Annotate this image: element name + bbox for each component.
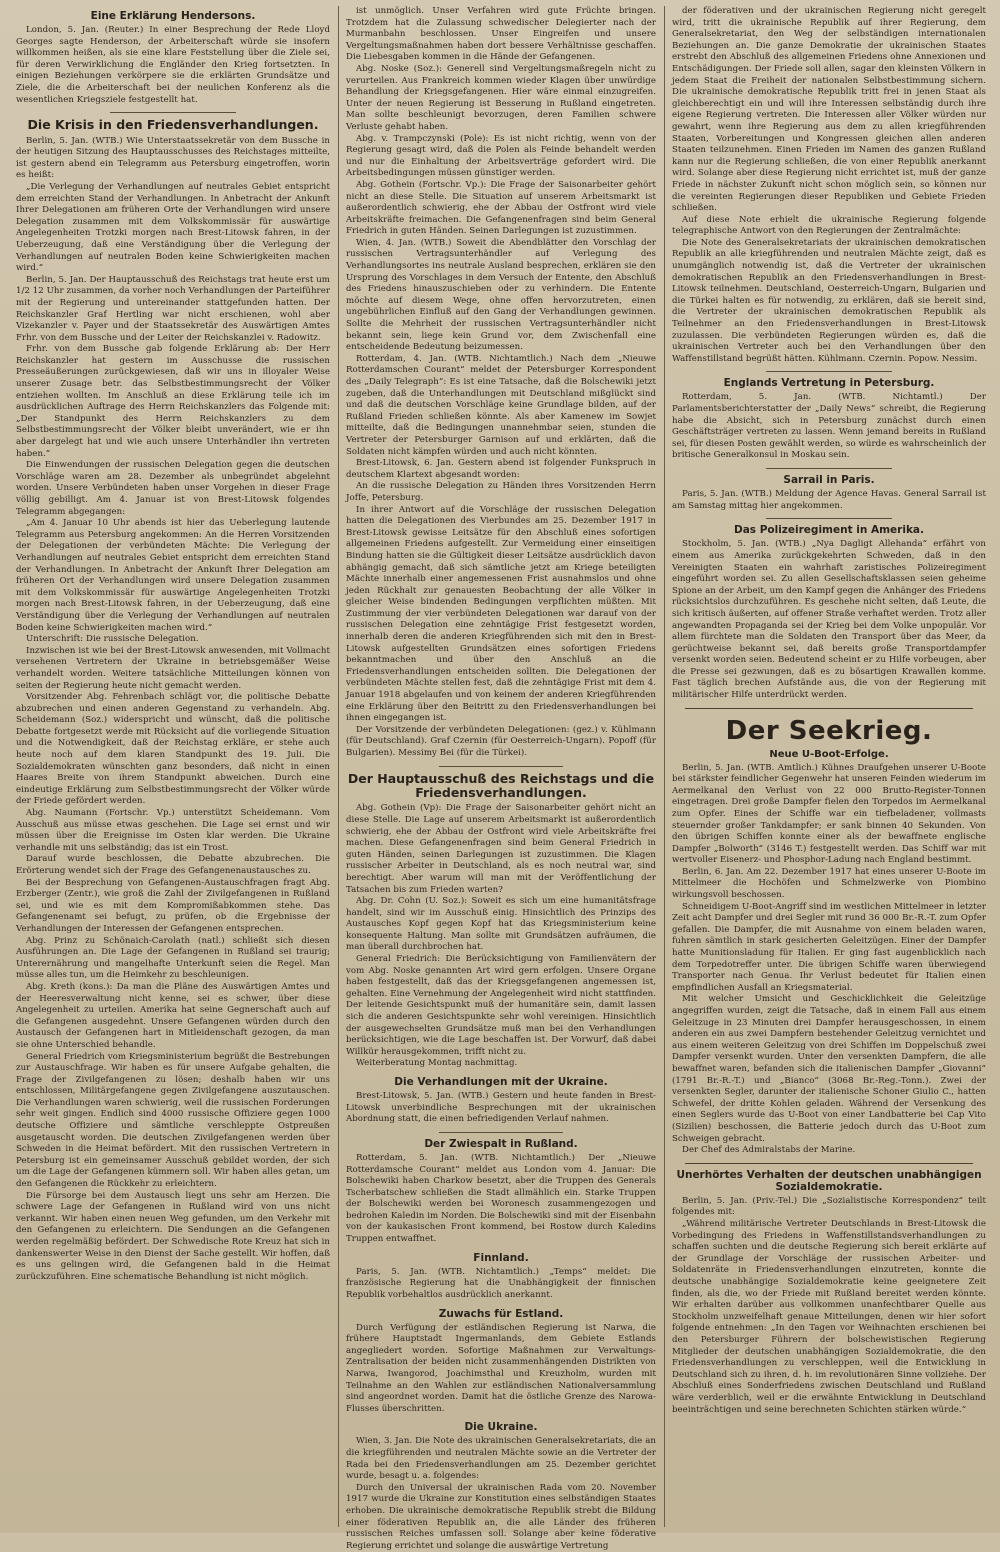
paragraph: Die Fürsorge bei dem Austausch liegt uns sehr am Herzen. Die schwere Lage der Gefangenen in Rußland wird von uns nicht verkannt. Wir haben einen neuen Weg gefunden, um den Verkehr mit den Gefangenen zu erleichtern. Die Sendungen an die Gefangenen werden regelmäßig befördert. Der Schwedische Rote Kreuz hat sich in dankenswerter Weise in den Dienst der Sache gestellt. Wir hoffen, daß es uns gelingen wird, die Gefangenen bald in die Heimat zurückzuführen. Eine schematische Behandlung ist nicht möglich.	[16, 1190, 330, 1282]
paragraph: Berlin, 5. Jan. (Priv.-Tel.) Die „Sozialistische Korrespondenz“ teilt folgendes mit:	[672, 1195, 986, 1218]
paragraph: Die Einwendungen der russischen Delegation gegen die deutschen Vorschläge waren am 28. Dezember als unbegründet abgelehnt worden. Unsere Verbündeten haben unser Vorgehen in dieser Frage völlig gebilligt. Am 4. Januar ist von Brest-Litowsk folgendes Telegramm abgegangen:	[16, 460, 330, 517]
separator	[685, 708, 974, 709]
article-hauptausschuss	[346, 772, 656, 1070]
article-sarrail	[672, 474, 986, 512]
column-rule	[664, 6, 665, 1527]
paragraph: Abg. Dr. Cohn (U. Soz.): Soweit es sich um eine humanitätsfrage handelt, sind wir im Ausschuß einig. Hinsichtlich des Prinzips des Austausches Kopf gegen Kopf hat das Kriegsministerium keine konsequente Haltung. Man sollte mit Grundsätzen aufräumen, die man überall durchbrochen hat.	[346, 896, 656, 953]
paragraph: Wien, 3. Jan. Die Note des ukrainischen Generalsekretariats, die an die kriegführenden und neutralen Mächte sowie an die Vertreter der Rada bei den Friedensverhandlungen am 25. Dezember gerichtet wurde, besagt u. a. folgendes:	[346, 1436, 656, 1482]
paragraph: Berlin, 5. Jan. Der Hauptausschuß des Reichstags trat heute erst um 1/2 12 Uhr zusammen, da vorher noch Verhandlungen der Parteiführer mit der Regierung und untereinander stattgefunden hatten. Der Reichskanzler Graf Hertling war nicht erschienen, wohl aber Vizekanzler v. Payer und der Staatssekretär des Auswärtigen Amtes Frhr. von dem Bussche und der Leiter der Reichskanzlei v. Radowitz.	[16, 274, 330, 343]
paragraph: Wien, 4. Jan. (WTB.) Soweit die Abendblätter den Vorschlag der russischen Vertragsunterhändler auf Verlegung des Verhandlungsortes ins neutrale Ausland besprechen, erklären sie den Ursprung des Vorschlages in dem Versuch der Entente, den Abschluß des Friedens hinauszuschieben oder zu verhindern. Die Entente möchte auf diesem Wege, ohne offen hervorzutreten, einen ungebührlichen Einfluß auf den Gang der Verhandlungen gewinnen. Sollte die Mehrheit der russischen Vertragsunterhändler nicht bekannt sein, liege kein Grund vor, dem Zwischenfall eine entscheidende Bedeutung beizumessen.	[346, 237, 656, 353]
paragraph: Brest-Litowsk, 6. Jan. Gestern abend ist folgender Funkspruch in deutschem Klartext abgesandt worden:	[346, 458, 656, 480]
paragraph: Rotterdam, 5. Jan. (WTB. Nichtamtl.) Der Parlamentsberichterstatter der „Daily News“ schreibt, die Regierung habe die Absicht, sich in Petersburg zunächst durch einen Geschäftsträger vertreten zu lassen. Wenn jemand bereits in Rußland sei, für diesen Posten gewählt werden, so würde es wahrscheinlich der britische Generalkonsul in Moskau sein.	[672, 392, 986, 461]
paragraph: Abg. Noske (Soz.): Generell sind Vergeltungsmaßregeln nicht zu verurteilen. Aus Frankreich kommen wieder Klagen über unwürdige Behandlung der Kriegsgefangenen. Hier wäre einmal einzugreifen. Unter der neuen Regierung ist Besserung in Rußland eingetreten. Man sollte beschleunigt bevorzugen, deren Familien schwere Verluste gehabt haben.	[346, 63, 656, 132]
paragraph: Abg. Gothein (Fortschr. Vp.): Die Frage der Saisonarbeiter gehört nicht an diese Stelle. Die Situation auf unserem Arbeitsmarkt ist außerordentlich schwierig, ehe der Abbau der Ostfront wird viele Arbeitskräfte freimachen. Die Gefangenenfragen sind beim General Friedrich in guten Händen. Seinen Darlegungen ist zuzustimmen.	[346, 179, 656, 237]
headline: Englands Vertretung in Petersburg.	[723, 377, 935, 390]
paragraph: Berlin, 5. Jan. (WTB.) Wie Unterstaatssekretär von dem Bussche in der heutigen Sitzung des Hauptausschusses des Reichstages mitteilte, ist gestern abend ein Telegramm aus Petersburg eingetroffen, worin es heißt:	[16, 135, 330, 181]
separator	[766, 518, 892, 519]
column-3	[668, 6, 990, 1527]
paragraph: Paris, 5. Jan. (WTB. Nichtamtlich.) „Temps“ meldet: Die französische Regierung hat die Unabhängigkeit der finnischen Republik vorbehaltlos ausdrücklich anerkannt.	[346, 1266, 656, 1300]
headline: Die Ukraine.	[464, 1421, 538, 1434]
paragraph: Abg. Kreth (kons.): Da man die Pläne des Auswärtigen Amtes und der Heeresverwaltung nicht kenne, sei es schwer, über diese Angelegenheit zu urteilen. Amerika hat seine Gegnerschaft auch auf die Gefangenen ausgedehnt. Unsere Gefangenen würden durch den Austausch der Gefangenen hart in Mitleidenschaft gezogen, da man sie ohne Unterschied behandle.	[16, 981, 330, 1050]
paragraph: Abg. Prinz zu Schönaich-Carolath (natl.) schließt sich diesen Ausführungen an. Die Lage der Gefangenen in Rußland sei traurig; Unterernährung und mangelhafte Unterkunft seien die Regel. Man müsse alles tun, um die Heimkehr zu beschleunigen.	[16, 935, 330, 981]
paragraph: Durch den Universal der ukrainischen Rada vom 20. November 1917 wurde die Ukraine zur Konstitution eines selbständigen Staates erhoben. Die ukrainische demokratische Republik strebt die Bildung einer föderativen Republik an, die alle Länder des früheren russischen Reiches umfassen soll. Solange aber keine föderative Regierung errichtet und solange die auswärtige Vertretung	[346, 1482, 656, 1551]
article-henderson	[16, 10, 330, 106]
separator	[685, 1163, 974, 1164]
paragraph: Weiterberatung Montag nachmittag.	[356, 1058, 518, 1069]
paragraph: „Die Verlegung der Verhandlungen auf neutrales Gebiet entspricht dem erreichten Stand der Verhandlungen. In Anbetracht der Ankunft Ihrer Delegationen am früheren Orte der Verhandlungen wird unsere Delegation zusammen mit dem Volkskommissär für auswärtige Angelegenheiten Trotzki morgen nach Brest-Litowsk fahren, in der Ueberzeugung, daß eine Verständigung über die Verlegung der Verhandlungen auf neutralen Boden keine Schwierigkeiten machen wird.“	[16, 181, 330, 274]
article-england-petersburg	[672, 377, 986, 462]
headline: Der Zwiespalt in Rußland.	[424, 1137, 578, 1150]
article-finnland	[346, 1252, 656, 1302]
article-zwiespalt	[346, 1138, 656, 1246]
paragraph: Berlin, 6. Jan. Am 22. Dezember 1917 hat eines unserer U-Boote im Mittelmeer die Hochöfen und Schmelzwerke von Piombino wirkungsvoll beschossen.	[672, 866, 986, 901]
headline: Die Verhandlungen mit der Ukraine.	[394, 1076, 608, 1088]
separator	[110, 112, 236, 113]
headline: Eine Erklärung Hendersons.	[90, 10, 256, 22]
paragraph: Abg. Naumann (Fortschr. Vp.) unterstützt Scheidemann. Vom Ausschuß aus müsse etwas geschehen. Die Lage sei ernst und wir müssen über die Ereignisse im Osten klar werden. Die Ukraine verhandle mit uns selbständig; das ist ein Trost.	[16, 808, 330, 853]
paragraph: Berlin, 5. Jan. (WTB. Amtlich.) Kühnes Draufgehen unserer U-Boote bei stärkster feindlicher Gegenwehr hat unseren Feinden wiederum im Aermelkanal den Verlust von 22 000 Brutto-Register-Tonnen eingetragen. Drei große Dampfer fielen den Torpedos im Aermelkanal zum Opfer. Eines der Schiffe war ein tiefbeladener, vollmasts steuernder großer Tankdampfer; er sank binnen 40 Sekunden. Von den übrigen Schiffen konnte einer als der bewaffnete englische Dampfer „Bolworth“ (3146 T.) festgestellt werden. Das Schiff war mit wertvoller Eisenerz- und Phosphor-Ladung nach England bestimmt.	[672, 762, 986, 866]
paragraph: ist unmöglich. Unser Verfahren wird gute Früchte bringen. Trotzdem hat die Zulassung schwedischer Delegierter nach der Murmanbahn beschlossen. Unser Eingreifen und unsere Vergeltungsmaßnahmen haben dort bessere Verhältnisse geschaffen. Die Liebesgaben kommen in die Hände der Gefangenen.	[346, 6, 656, 63]
separator	[439, 766, 563, 767]
paragraph: Paris, 5. Jan. (WTB.) Meldung der Agence Havas. General Sarrail ist am Samstag mittag hier angekommen.	[672, 489, 986, 511]
article-krisis	[16, 118, 330, 1283]
paragraph: General Friedrich: Die Berücksichtigung von Familienvätern der vom Abg. Noske genannten Art wird gern erfolgen. Unsere Organe haben festgestellt, daß das der Kriegsgefangenen angemessen ist, gehalten. Eine Vernehmung der Angelegenheit wird nicht stattfinden. Der leitende Gesichtspunkt muß der humanitäre sein, damit lassen sich die anderen Gesichtspunkte sehr wohl vereinigen. Hinsichtlich der ausgewechselten Grundsätze muß man bei den Verhandlungen berücksichtigen, wie die Lage beschaffen ist. Der Vorwurf, daß dabei Willkür herausgekommen, trifft nicht zu.	[346, 954, 656, 1057]
article-polizeiregiment	[672, 524, 986, 701]
paragraph: Abg. v. Trampczynski (Pole): Es ist nicht richtig, wenn von der Regierung gesagt wird, daß die Polen als Feinde behandelt werden und nur die Einhaltung der Arbeitsverträge gefordert wird. Die Arbeitsbedingungen müssen günstiger werden.	[346, 133, 656, 179]
headline: Finnland.	[473, 1251, 529, 1264]
separator	[766, 468, 892, 469]
paragraph: der föderativen und der ukrainischen Regierung nicht geregelt wird, tritt die ukrainische Republik auf ihrer Regierung, dem Generalsekretariat, den Weg der selbständigen internationalen Beziehungen an. Die ganze Demokratie der ukrainischen Staates erstrebt den Abschluß des allgemeinen Friedens ohne Annexionen und Entschädigungen. Der Friede soll allen, sagar den kleinsten Völkern in jedem Staat die Freiheit der nationalen Selbstbestimmung sichern. Die ukrainische demokratische Republik tritt frei in jenen Staat als gleichberechtigt ein und will ihre Interessen selbständig durch ihre eigene Regierung vertreten. Die Interessen aller Völker würden nur gewahrt, wenn ihre Regierung aus dem zu allen kriegführenden Staaten, Vorbereitungen und Kongressen gleichen allen anderen Staaten teilzunehmen. Einen Frieden im Namen des ganzen Rußland kann nur die Regierung schließen, die von einer Republik anerkannt wird. Solange aber diese Regierung nicht errichtet ist, muß der ganze Friede in nächster Zukunft nicht schon möglich sein, so können nur die vereinten Regierungen dieser Republiken und Gebiete Frieden schließen.	[672, 6, 986, 214]
separator	[766, 371, 892, 372]
paragraph: An die russische Delegation zu Händen ihres Vorsitzenden Herrn Joffe, Petersburg.	[346, 481, 656, 503]
paragraph: „Während militärische Vertreter Deutschlands in Brest-Litowsk die Vorbedingung des Friedens in Waffenstillstandsverhandlungen zu schaffen suchten und die deutsche Regierung sich bereit erklärte auf der Grundlage der Vorschläge der russischen Arbeiter- und Soldatenräte in Friedensverhandlungen einzutreten, konnte die deutsche unabhängige Sozialdemokratie keine geeignetere Zeit finden, als die, wo der Friede mit Rußland bereitet werden könnte. Wir erhalten darüber aus vollkommen unanfechtbarer Quelle aus Stockholm unzweifelhaft genaue Mitteilungen, denen wir hier sofort folgende entnehmen: „In den Tagen vor Weihnachten erschienen bei den Petersburger Führern der bolschewistischen Regierung Mitglieder der deutschen unabhängigen Sozialdemokratie, die den Friedensverhandlungen zu verschleppen, weil die Entwicklung in Deutschland sich zu ihren, d. h. im revolutionären Sinne vollziehe. Der Abschluß eines Sonderfriedens zwischen Deutschland und Rußland wäre verderblich, weil er die erwähnte Entwicklung in Deutschland beeinträchtigen und seine berechneten Schichten stärken würde.“	[672, 1219, 986, 1415]
column-2	[342, 6, 660, 1551]
paragraph: Rotterdam, 4. Jan. (WTB. Nichtamtlich.) Nach dem „Nieuwe Rotterdamschen Courant“ meldet der Petersburger Korrespondent des „Daily Telegraph“: Es ist eine Tatsache, daß die Bolschewiki jetzt zugeben, daß die Unterhandlungen mit Deutschland mißglückt sind und daß die deutschen Vorschläge keine Grundlage bilden, auf der Rußland Frieden schließen könnte. Als aber Kamenew im Sowjet mitteilte, daß die Bedingungen unannehmbar seien, stunden die Vertreter der Petersburger Garnison auf und erklärten, daß die Soldaten nicht kämpfen würden und auch nicht könnten.	[346, 353, 656, 457]
headline: Der Seekrieg.	[725, 715, 933, 746]
paragraph: Stockholm, 5. Jan. (WTB.) „Nya Dagligt Allehanda“ erfährt von einem aus Amerika zurückgekehrten Schweden, daß in den Vereinigten Staaten ein wahrhaft zaristisches Polizeiregiment eingeführt worden sei. Zu allen Gesellschaftsklassen seien geheime Spione an der Arbeit, um den Kampf gegen die Anhänger des Friedens rücksichtslos durchzuführen. Es geschehe nicht selten, daß Leute, die sich kritisch äußerten, auf offener Straße verhaftet werden. Trotz aller angewandten Propaganda sei der Krieg bei dem Volke unpopulär. Vor allem fürchtete man die Soldaten den Transport über das Meer, da gerüchtweise bekannt sei, daß bereits große Transportdampfer versenkt worden seien. Bedeutend scheint er zu Hilfe vorbeugen, aber die Presse sei gezwungen, daß es zu bösartigen Krawallen komme. Fast täglich brechen Aufstände aus, die von der Regierung mit militärischer Hilfe unterdrückt werden.	[672, 539, 986, 701]
paragraph: Schneidigem U-Boot-Angriff sind im westlichen Mittelmeer in letzter Zeit acht Dampfer und drei Segler mit rund 36 000 Br.-R.-T. zum Opfer gefallen. Die Dampfer, die mit Ausnahme von einem beladen waren, fuhren sämtlich in stark gesicherten Geleitzügen. Einer der Dampfer hatte Munitionsladung für Italien. Er ging fast augenblicklich nach dem Torpedotreffer unter. Die übrigen Schiffe waren überwiegend Transporter nach Genua. Ihr Verlust bedeutet für Italien einen empfindlichen Ausfall an Kriegsmaterial.	[672, 901, 986, 993]
paragraph: Vorsitzender Abg. Fehrenbach schlägt vor, die politische Debatte abzubrechen und einen anderen Gegenstand zu verhandeln. Abg. Scheidemann (Soz.) widerspricht und wünscht, daß die politische Debatte fortgesetzt werde mit Rücksicht auf die vorliegende Situation und die Notwendigkeit, daß der Reichstag erkläre, er stehe auch heute noch auf dem klaren Standpunkt des 19. Juli. Die Sozialdemokraten wünschten ganz besonders, daß nicht in einen Haares Breite von ihrem Standpunkt abweichen. Durch eine eindeutige Erklärung zum Selbstbestimmungsrecht der Völker würde der Friede gefördert werden.	[16, 692, 330, 807]
paragraph: Bei der Besprechung von Gefangenen-Austauschfragen fragt Abg. Erzberger (Zentr.), wie groß die Zahl der Zivilgefangenen in Rußland sei, und wie es mit dem Kompromißabkommen stehe. Das Gefangenenamt sei befugt, zu prüfen, ob die Ergebnisse der Verhandlungen der Interessen der Gefangenen entsprechen.	[16, 877, 330, 934]
paragraph: Durch Verfügung der estländischen Regierung ist Narwa, die frühere Hauptstadt Ingermanlands, dem Gebiete Estlands angegliedert worden. Sofortige Maßnahmen zur Verwaltungs-Zentralisation der beiden nicht zusammenhängenden Distrikten von Narwa, Iwangorod, Joachimsthal und Kreuzholm, wurden mit Teilnahme an den Wahlen zur estländischen Nationalversammlung sind angeordnet worden. Damit hat die östliche Grenze des Narowa-Flusses überschritten.	[346, 1322, 656, 1414]
paragraph: Brest-Litowsk, 5. Jan. (WTB.) Gestern und heute fanden in Brest-Litowsk unverbindliche Besprechungen mit der ukrainischen Abordnung statt, die einen befriedigenden Verlauf nahmen.	[346, 1091, 656, 1125]
paragraph: Der Vorsitzende der verbündeten Delegationen: (gez.) v. Kühlmann (für Deutschland). Graf Czernin (für Oesterreich-Ungarn). Popoff (für Bulgarien). Messimy Bei (für die Türkei).	[346, 724, 656, 758]
paragraph: „Am 4. Januar 10 Uhr abends ist hier das Ueberlegung lautende Telegramm aus Petersburg angekommen: An die Herren Vorsitzenden der Delegationen der verbündeten Mächte: Die Verlegung der Verhandlungen auf neutrales Gebiet entspricht dem erreichten Stand der Verhandlungen. In Anbetracht der Ankunft Ihrer Delegation am früheren Ort der Verhandlungen wird unsere Delegation zusammen mit dem Volkskommissär für auswärtige Angelegenheiten Trotzki morgen nach Brest-Litowsk fahren, in der Ueberzeugung, daß eine Verständigung über die Verlegung der Verhandlungen auf neutralen Boden keine Schwierigkeiten machen wird.“	[16, 518, 330, 633]
paragraph: Rotterdam, 5. Jan. (WTB. Nichtamtlich.) Der „Nieuwe Rotterdamsche Courant“ meldet aus London vom 4. Januar: Die Bolschewiki haben Charkow besetzt, aber die Truppen des Generals Tscherbatschew schließen die Stadt allmählich ein. Starke Truppen der Bolschewiki werden bei Woronesch zusammengezogen und bedrohen Kaledin im Norden. Die Bolschewiki sind mit der Eisenbahn von der kaukasischen Front kommend, bei Rostow durch Kaledins Truppen entwaffnet.	[346, 1152, 656, 1245]
headline: Die Krisis in den Friedensverhandlungen.	[27, 117, 319, 133]
paragraph: Auf diese Note erhielt die ukrainische Regierung folgende telegraphische Antwort von den Regierungen der Zentralmächte:	[672, 214, 986, 237]
paragraph: General Friedrich vom Kriegsministerium begrüßt die Bestrebungen zur Austauschfrage. Wir haben es für unsere Aufgabe gehalten, die Frage der Zivilgefangenen zu lösen; deshalb haben wir uns entschlossen, Militärgefangene gegen Zivilgefangene auszutauschen. Die Verhandlungen waren schwierig, weil die russischen Forderungen sehr weit gingen. Endlich sind 4000 russische Offiziere gegen 1000 deutsche Offiziere und sämtliche verschleppte Ostpreußen ausgetauscht worden. Die deutschen Zivilgefangenen werden über Schweden in die Heimat befördert. Mit den russischen Vertretern in Petersburg ist ein gemeinsamer Ausschuß gebildet worden, der sich um die Lage der Gefangenen kümmern soll. Wir haben alles getan, um den Gefangenen die Rückkehr zu erleichtern.	[16, 1051, 330, 1190]
paragraph: Inzwischen ist wie bei der Brest-Litowsk anwesenden, mit Vollmacht versehenen Vertretern der Ukraine in betriebsgemäßer Weise verhandelt worden. Weitere tatsächliche Mitteilungen können von seiten der Regierung heute nicht gemacht werden.	[16, 645, 330, 691]
article-continuation	[346, 6, 656, 760]
separator	[439, 1132, 563, 1133]
article-seekrieg	[672, 717, 986, 1157]
paragraph: Die Note des Generalsekretariats der ukrainischen demokratischen Republik an alle kriegführenden und neutralen Mächte zeigt, daß es unumgänglich notwendig ist, daß die Vertreter der ukrainischen demokratischen Republik an den Friedensverhandlungen in Brest-Litowsk teilnehmen. Deutschland, Oesterreich-Ungarn, Bulgarien und die Türkei halten es für notwendig, zu erklären, daß sie bereit sind, die Vertreter der ukrainischen demokratischen Republik als Teilnehmer an den Friedensverhandlungen in Brest-Litowsk zuzulassen. Die verbündeten Regierungen würden es, daß die ukrainischen Vertreter auch bei den Verhandlungen über den Waffenstillstand begrüßt hätten. Kühlmann. Czernin. Popow. Nessim.	[672, 237, 986, 364]
paragraph: Unterschrift: Die russische Delegation.	[26, 634, 199, 645]
paragraph: In ihrer Antwort auf die Vorschläge der russischen Delegation hatten die Delegationen des Vierbundes am 25. Dezember 1917 in Brest-Litowsk gewisse Leitsätze für den Abschluß eines sofortigen allgemeinen Friedens aufgestellt. Zur Vermeidung einer einseitigen Bindung hatten sie die Gültigkeit dieser Leitsätze ausdrücklich davon abhängig gemacht, daß sich sämtliche jetzt am Kriege beteiligten Mächte innerhalb einer angemessenen Frist ausnahmslos und ohne jeden Rückhalt zur genauesten Beobachtung der alle Völker in gleicher Weise bindenden Bedingungen verpflichten müßten. Mit Zustimmung der vier verbündeten Delegationen war darauf von der russischen Delegation eine zehntägige Frist festgesetzt worden, innerhalb deren die anderen Kriegführenden sich mit den in Brest-Litowsk aufgestellten Grundsätzen eines sofortigen Friedens bekanntmachen und über den Anschluß an die Friedensverhandlungen entscheiden sollten. Die Delegationen der verbündeten Mächte stellen fest, daß die zehntägige Frist mit dem 4. Januar 1918 abgelaufen und von keinem der anderen Kriegführenden eine Erklärung über den Beitritt zu den Friedensverhandlungen bei ihnen eingegangen ist.	[346, 504, 656, 724]
headline: Unerhörtes Verhalten der deutschen unabhängigen Sozialdemokratie.	[676, 1168, 982, 1193]
paragraph: Der Chef des Admiralstabs der Marine.	[682, 1145, 856, 1156]
headline: Zuwachs für Estland.	[438, 1307, 564, 1320]
column-rule	[338, 6, 339, 1527]
paragraph: Mit welcher Umsicht und Geschicklichkeit die Geleitzüge angegriffen wurden, zeigt die Tatsache, daß in einem Fall aus einem Geleitzuge in 23 Minuten drei Dampfer herausgeschossen, in einem anderen ein aus zwei Dampfern bestehender Geleitzug vernichtet und aus einem weiteren Geleitzug von drei Schiffen im Doppelschuß zwei Dampfer versenkt wurden. Unter den versenkten Dampfern, die alle bewaffnet waren, befanden sich die italienischen Dampfer „Giovanni“ (1791 Br.-R.-T.) und „Bianco“ (3068 Br.-Reg.-Tonn.). Zwei der versenkten Segler, darunter der italienische Schoner Giulio C., hatten Schwefel, der dritte Kohlen geladen. Während der Versenkung des einen Seglers wurde das U-Boot von einer Landbatterie bei Cap Vito (Sizilien) beschossen, die Batterie jedoch durch das U-Boot zum Schweigen gebracht.	[672, 994, 986, 1144]
article-estland	[346, 1308, 656, 1416]
column-1	[12, 6, 334, 1527]
article-ukraine	[346, 1421, 656, 1552]
article-ukraine-continuation	[672, 6, 986, 365]
headline: Das Polizeiregiment in Amerika.	[733, 524, 925, 537]
headline: Sarrail in Paris.	[783, 474, 875, 487]
article-ukraine-verhandlungen	[346, 1076, 656, 1126]
subheading: Neue U-Boot-Erfolge.	[769, 748, 889, 760]
paragraph: Abg. Gothein (Vp): Die Frage der Saisonarbeiter gehört nicht an diese Stelle. Die Lage auf unserem Arbeitsmarkt ist außerordentlich schwierig, ehe der Abbau der Ostfront wird viele Arbeitskräfte frei machen. Diese Gefangenenfragen sind beim General Friedrich in guten Händen, seinen Darlegungen ist zuzustimmen. Die Klagen russischer Arbeiter in Deutschland, als es noch neutral war, sind berechtigt. Aber warum will man mit der Veröffentlichung der Tatsachen bis zum Frieden warten?	[346, 803, 656, 895]
article-sozialdemokratie	[672, 1169, 986, 1416]
headline: Der Hauptausschuß des Reichstags und die Friedensverhandlungen.	[347, 770, 655, 800]
paragraph: London, 5. Jan. (Reuter.) In einer Besprechung der Rede Lloyd Georges sagte Henderson, der Arbeiterschaft würde sie insofern willkommen heißen, als sie eine klare Feststellung über die Ziele sei, für deren Verwirklichung die Engländer den Krieg fortsetzten. In einigen Beziehungen verkörpere sie die erklärten Grundsätze und Ziele, die die Arbeiterschaft bei der neulichen Konferenz als die wesentlichen Kriegsziele festgestellt hat.	[16, 25, 330, 105]
paragraph: Frhr. von dem Bussche gab folgende Erklärung ab: Der Herr Reichskanzler hat gestern im Ausschusse die russischen Presseäußerungen zurückgewiesen, daß wir uns in illoyaler Weise unserer Zusage betr. das Selbstbestimmungsrecht der Völker entziehen wollten. Im Anschluß an diese Erklärung teile ich im ausdrücklichen Auftrage des Herrn Reichskanzlers das Folgende mit: „Der Standpunkt des Herrn Reichskanzlers zu dem Selbstbestimmungsrecht der Völker bleibt unverändert, wie er ihn aber dargelegt hat und wie auch unsere Unterhändler ihn vertreten haben.“	[16, 344, 330, 459]
paragraph: Darauf wurde beschlossen, die Debatte abzubrechen. Die Erörterung wendet sich der Frage des Gefangenenaustausches zu.	[16, 854, 330, 876]
